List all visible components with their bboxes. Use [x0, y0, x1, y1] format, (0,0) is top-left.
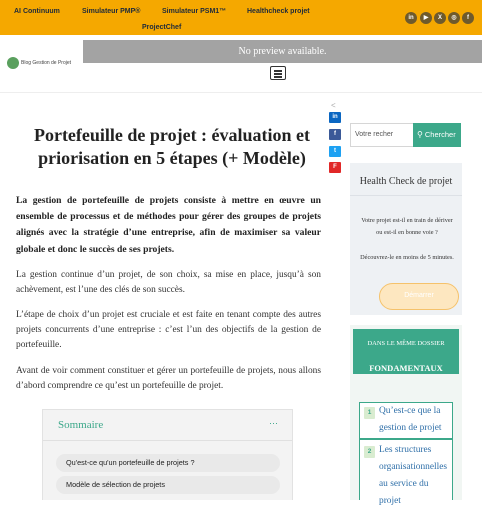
facebook-icon[interactable]: f	[462, 12, 474, 24]
linkedin-icon[interactable]: in	[405, 12, 417, 24]
nav-link-ai-continuum[interactable]: AI Continuum	[14, 8, 60, 15]
dossier-item-link[interactable]: Les structures organisationnelles au service du projet	[379, 445, 448, 506]
dossier-item-number: 2	[364, 446, 375, 458]
preview-placeholder: No preview available.	[83, 40, 482, 63]
toc-item[interactable]: Modèle de sélection de projets	[56, 476, 280, 494]
instagram-icon[interactable]: ◎	[448, 12, 460, 24]
share-icon: <	[331, 101, 336, 110]
dossier-item[interactable]	[359, 439, 453, 506]
healthcheck-widget	[350, 163, 462, 315]
article-title: Portefeuille de projet : évaluation et priorisation en 5 étapes (+ Modèle)	[33, 125, 311, 168]
dossier-item-link[interactable]: Qu’est-ce que la gestion de projet	[379, 406, 442, 433]
nav-link-simulateur-psm1[interactable]: Simulateur PSM1™	[162, 8, 227, 15]
dossier-widget	[350, 325, 462, 506]
x-icon[interactable]: X	[434, 12, 446, 24]
dossier-item-number: 1	[364, 407, 375, 419]
healthcheck-title: Health Check de projet	[359, 176, 453, 187]
share-facebook-button[interactable]: f	[329, 129, 341, 140]
share-flipboard-button[interactable]: F	[329, 162, 341, 173]
youtube-icon[interactable]: ▶	[420, 12, 432, 24]
toc-divider	[43, 440, 292, 441]
nav-link-healthcheck[interactable]: Healthcheck projet	[247, 8, 310, 15]
article-intro: La gestion de portefeuille de projets consiste à mettre en œuvre un ensemble de processus et de méthodes pour gérer des groupes de projets alignés avec la stratégie d’une entreprise, afin de maximiser sa valeur globale et donc le succès de ses projets.	[16, 195, 321, 255]
toc-title: Sommaire	[58, 419, 104, 431]
search-input[interactable]: Votre recher	[350, 123, 413, 147]
logo-text[interactable]: Blog Gestion de Projet	[21, 60, 72, 66]
toc-toggle-icon[interactable]: ⋯	[269, 418, 278, 428]
article-paragraph: L’étape de choix d’un projet est cruciale et est faite en tenant compte des autres projets concurrents d’une entreprise : c’est l’un des objectifs de la gestion de portefeuille.	[16, 310, 321, 351]
dossier-header	[353, 329, 459, 374]
healthcheck-start-button[interactable]: Démarrer	[379, 283, 459, 310]
dossier-header-subtitle: DANS LE MÊME DOSSIER	[367, 340, 445, 347]
healthcheck-text: Votre projet est-il en train de dériver ou est-il en bonne voie ?	[361, 217, 453, 236]
article-paragraph: Avant de voir comment constituer et gérer un portefeuille de projets, nous allons d’abord comprendre ce qu’est un portefeuille de projet.	[16, 366, 321, 392]
healthcheck-divider	[350, 195, 462, 196]
toc-item[interactable]: Qu'est-ce qu'un portefeuille de projets ?	[56, 454, 280, 472]
search-button[interactable]	[413, 123, 461, 147]
share-x-button[interactable]: t	[329, 146, 341, 157]
nav-link-projectchef[interactable]: ProjectChef	[142, 24, 182, 31]
article-paragraph: La gestion continue d’un projet, de son choix, sa mise en place, jusqu’à son achèvement, est l’une des clés de son succès.	[16, 270, 321, 296]
search-icon: ⚲	[417, 130, 423, 139]
dossier-header-title: FONDAMENTAUX	[369, 363, 443, 373]
logo-icon[interactable]	[7, 57, 19, 69]
share-linkedin-button[interactable]: in	[329, 112, 341, 123]
healthcheck-text: Découvrez-le en moins de 5 minutes.	[360, 254, 454, 261]
search-button-label: Chercher	[424, 130, 456, 139]
dossier-item[interactable]	[359, 402, 453, 439]
table-of-contents	[42, 409, 293, 500]
hamburger-icon[interactable]	[270, 66, 286, 80]
nav-link-simulateur-pmp[interactable]: Simulateur PMP®	[82, 8, 141, 15]
